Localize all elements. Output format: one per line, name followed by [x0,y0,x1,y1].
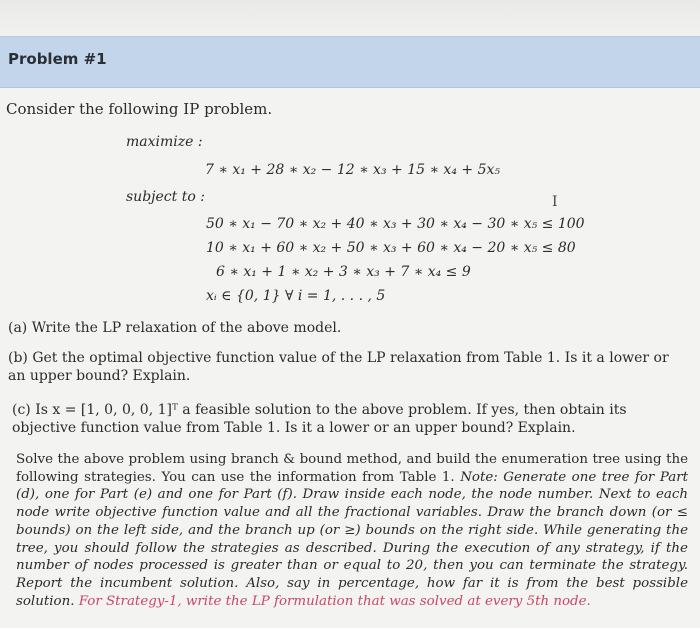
part-c: (c) Is x = [1, 0, 0, 0, 1]ᵀ a feasible solution to the above problem. If yes, then obtain its objective function value from Table 1. Is it a lower or an upper bound? Explain. [12,402,627,436]
variable-domain: xᵢ ∈ {0, 1} ∀ i = 1, . . . , 5 [206,288,386,304]
instructions-note: Note: Generate one tree for Part (d), one for Part (e) and one for Part (f). Draw inside each node, the node number. Next to each node write objective function value and all the fractional variables. Draw the branch down (or ≤ bounds) on the left side, and the branch up (or ≥) bounds on the right side. While generating the tree, you should follow the strategies as described. During the execution of any strategy, if the number of nodes processed is greater than or equal to 20, then you can terminate the strategy. Report the incumbent solution. Also, say in percentage, how far it is from the best possible solution. [16,469,689,609]
problem-title: Problem #1 [8,50,107,68]
instructions-strategy-note: For Strategy-1, write the LP formulation that was solved at every 5th node. [78,593,591,609]
top-bar [0,0,700,36]
constraint-3: 6 ∗ x₁ + 1 ∗ x₂ + 3 ∗ x₃ + 7 ∗ x₄ ≤ 9 [216,264,471,280]
instructions-paragraph [16,451,688,610]
subject-to-label: subject to : [126,189,205,205]
text-cursor-icon: I [552,194,558,210]
part-b: (b) Get the optimal objective function value of the LP relaxation from Table 1. Is it a lower or an upper bound? Explain. [8,350,669,384]
maximize-label: maximize : [126,134,203,150]
part-a: (a) Write the LP relaxation of the above model. [8,320,342,336]
instructions-plain: Solve the above problem using branch & bound method, and build the enumeration tree using the following strategies. You can use the information from Table 1. [16,452,688,485]
intro-text: Consider the following IP problem. [6,100,273,118]
objective-function: 7 ∗ x₁ + 28 ∗ x₂ − 12 ∗ x₃ + 15 ∗ x₄ + 5x₅ [205,162,500,178]
constraint-2: 10 ∗ x₁ + 60 ∗ x₂ + 50 ∗ x₃ + 60 ∗ x₄ − 20 ∗ x₅ ≤ 80 [206,240,576,256]
problem-content [0,86,700,628]
problem-header [0,36,700,88]
constraint-1: 50 ∗ x₁ − 70 ∗ x₂ + 40 ∗ x₃ + 30 ∗ x₄ − 30 ∗ x₅ ≤ 100 [206,216,585,232]
